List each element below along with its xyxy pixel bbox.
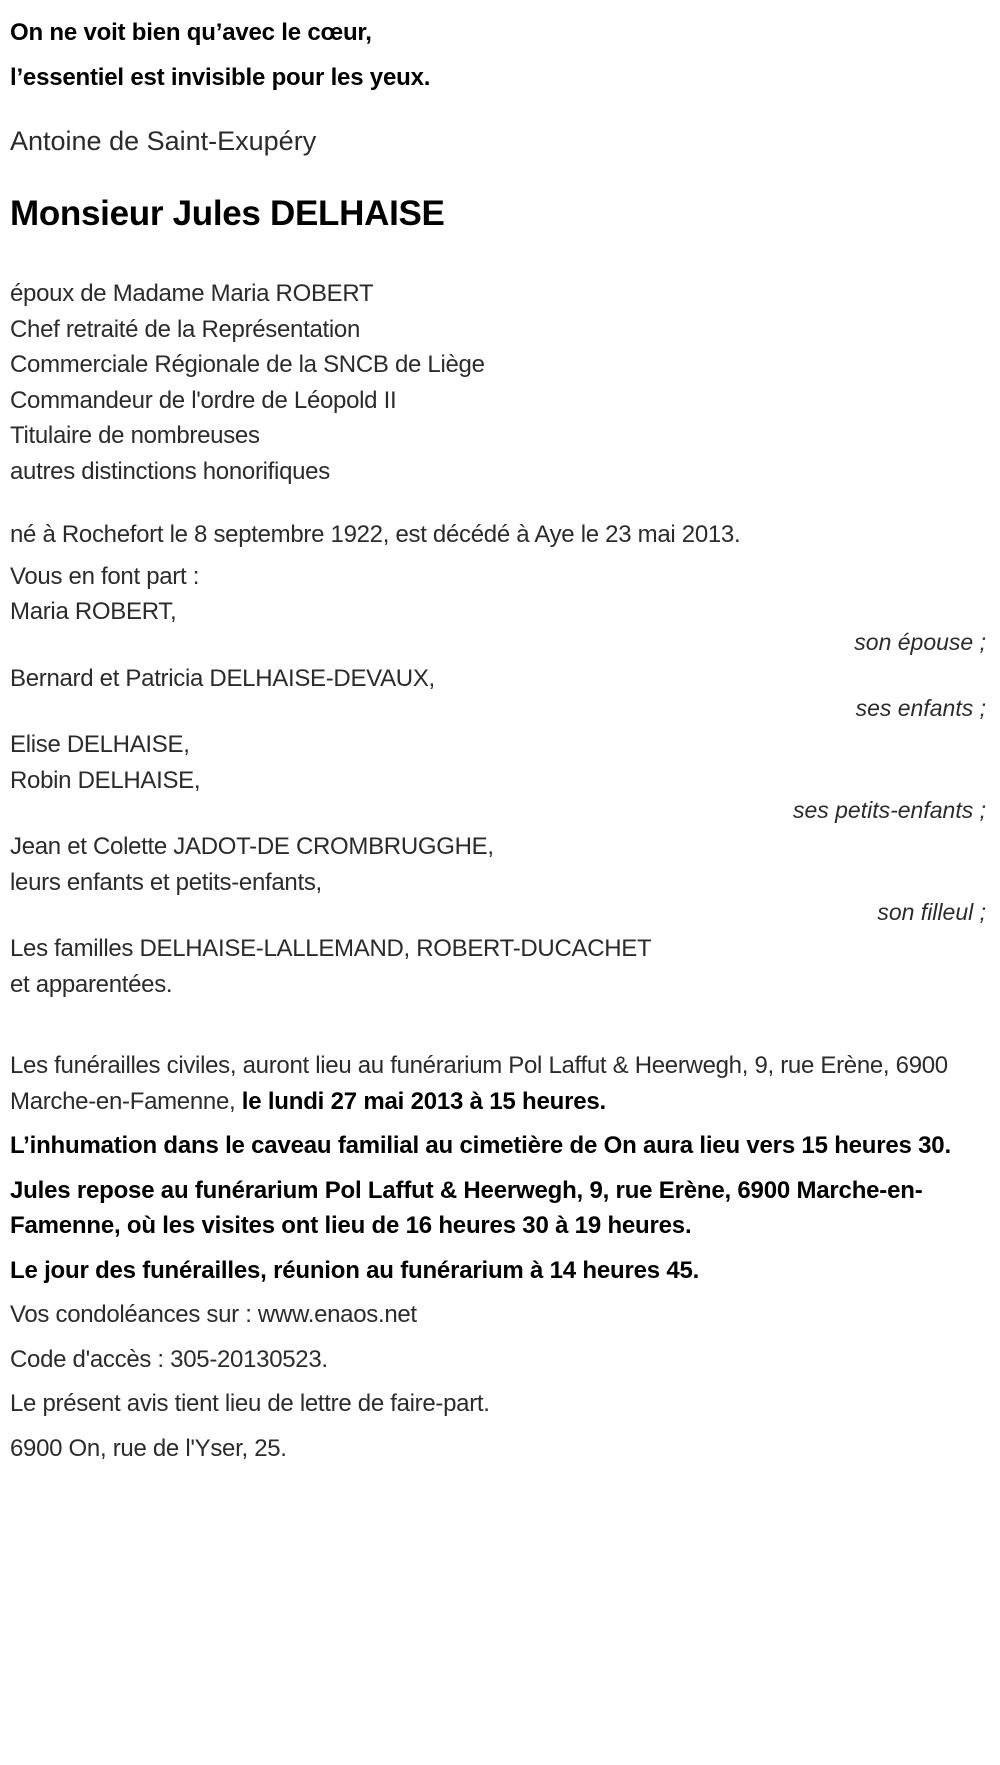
relation-label: ses petits-enfants ; bbox=[792, 797, 986, 823]
funeral-text-regular: Les funérailles civiles, auront lieu au funérarium Pol Laffut & Heerwegh, 9, rue Erène, 6900 Marche-en-Famenne, bbox=[10, 1052, 948, 1115]
family-name-line: Elise DELHAISE, bbox=[10, 731, 190, 758]
family-name-line: Maria ROBERT, bbox=[10, 598, 177, 625]
life-dates-line: né à Rochefort le 8 septembre 1922, est décédé à Aye le 23 mai 2013. bbox=[10, 521, 741, 548]
ceremony-section bbox=[10, 1048, 986, 1466]
meeting-paragraph: Le jour des funérailles, réunion au funérarium à 14 heures 45. bbox=[10, 1256, 700, 1284]
burial-paragraph: L’inhumation dans le caveau familial au cimetière de On aura lieu vers 15 heures 30. bbox=[10, 1132, 951, 1159]
family-name-line: Robin DELHAISE, bbox=[10, 766, 201, 794]
condolences-line: Vos condoléances sur : www.enaos.net bbox=[10, 1301, 417, 1328]
deceased-name-title: Monsieur Jules DELHAISE bbox=[10, 194, 445, 233]
access-code-line: Code d'accès : 305-20130523. bbox=[10, 1345, 328, 1373]
funeral-text-bold: le lundi 27 mai 2013 à 15 heures. bbox=[241, 1087, 606, 1115]
announcement-section bbox=[10, 559, 986, 1003]
address-line: 6900 On, rue de l'Yser, 25. bbox=[10, 1434, 287, 1462]
quote-line-2: l’essentiel est invisible pour les yeux. bbox=[10, 64, 431, 91]
detail-line: Titulaire de nombreuses bbox=[10, 422, 260, 449]
relation-label: ses enfants ; bbox=[855, 695, 986, 721]
notice-line: Le présent avis tient lieu de lettre de faire-part. bbox=[10, 1390, 490, 1417]
announcement-intro: Vous en font part : bbox=[10, 562, 200, 590]
quote-section bbox=[10, 10, 986, 156]
quote-author: Antoine de Saint-Exupéry bbox=[10, 126, 317, 156]
family-name-line: Jean et Colette JADOT-DE CROMBRUGGHE, bbox=[10, 833, 494, 860]
detail-line: autres distinctions honorifiques bbox=[10, 457, 330, 485]
detail-line: Chef retraité de la Représentation bbox=[10, 315, 361, 343]
detail-line: époux de Madame Maria ROBERT bbox=[10, 280, 374, 307]
detail-line: Commerciale Régionale de la SNCB de Liège bbox=[10, 351, 485, 378]
relation-label: son filleul ; bbox=[877, 899, 986, 925]
quote-line-1: On ne voit bien qu’avec le cœur, bbox=[10, 19, 372, 46]
repose-paragraph: Jules repose au funérarium Pol Laffut & Heerwegh, 9, rue Erène, 6900 Marche-en-Famenne, où les visites ont lieu de 16 heures 30 à 19 heures. bbox=[10, 1176, 923, 1239]
deceased-details-section bbox=[10, 276, 986, 489]
relation-label: son épouse ; bbox=[854, 628, 986, 655]
family-name-line: leurs enfants et petits-enfants, bbox=[10, 868, 322, 896]
family-name-line: Les familles DELHAISE-LALLEMAND, ROBERT-DUCACHET bbox=[10, 935, 652, 962]
funeral-paragraph bbox=[10, 1048, 986, 1119]
family-name-line: Bernard et Patricia DELHAISE-DEVAUX, bbox=[10, 664, 435, 692]
detail-line: Commandeur de l'ordre de Léopold II bbox=[10, 386, 397, 414]
family-name-line: et apparentées. bbox=[10, 970, 173, 998]
